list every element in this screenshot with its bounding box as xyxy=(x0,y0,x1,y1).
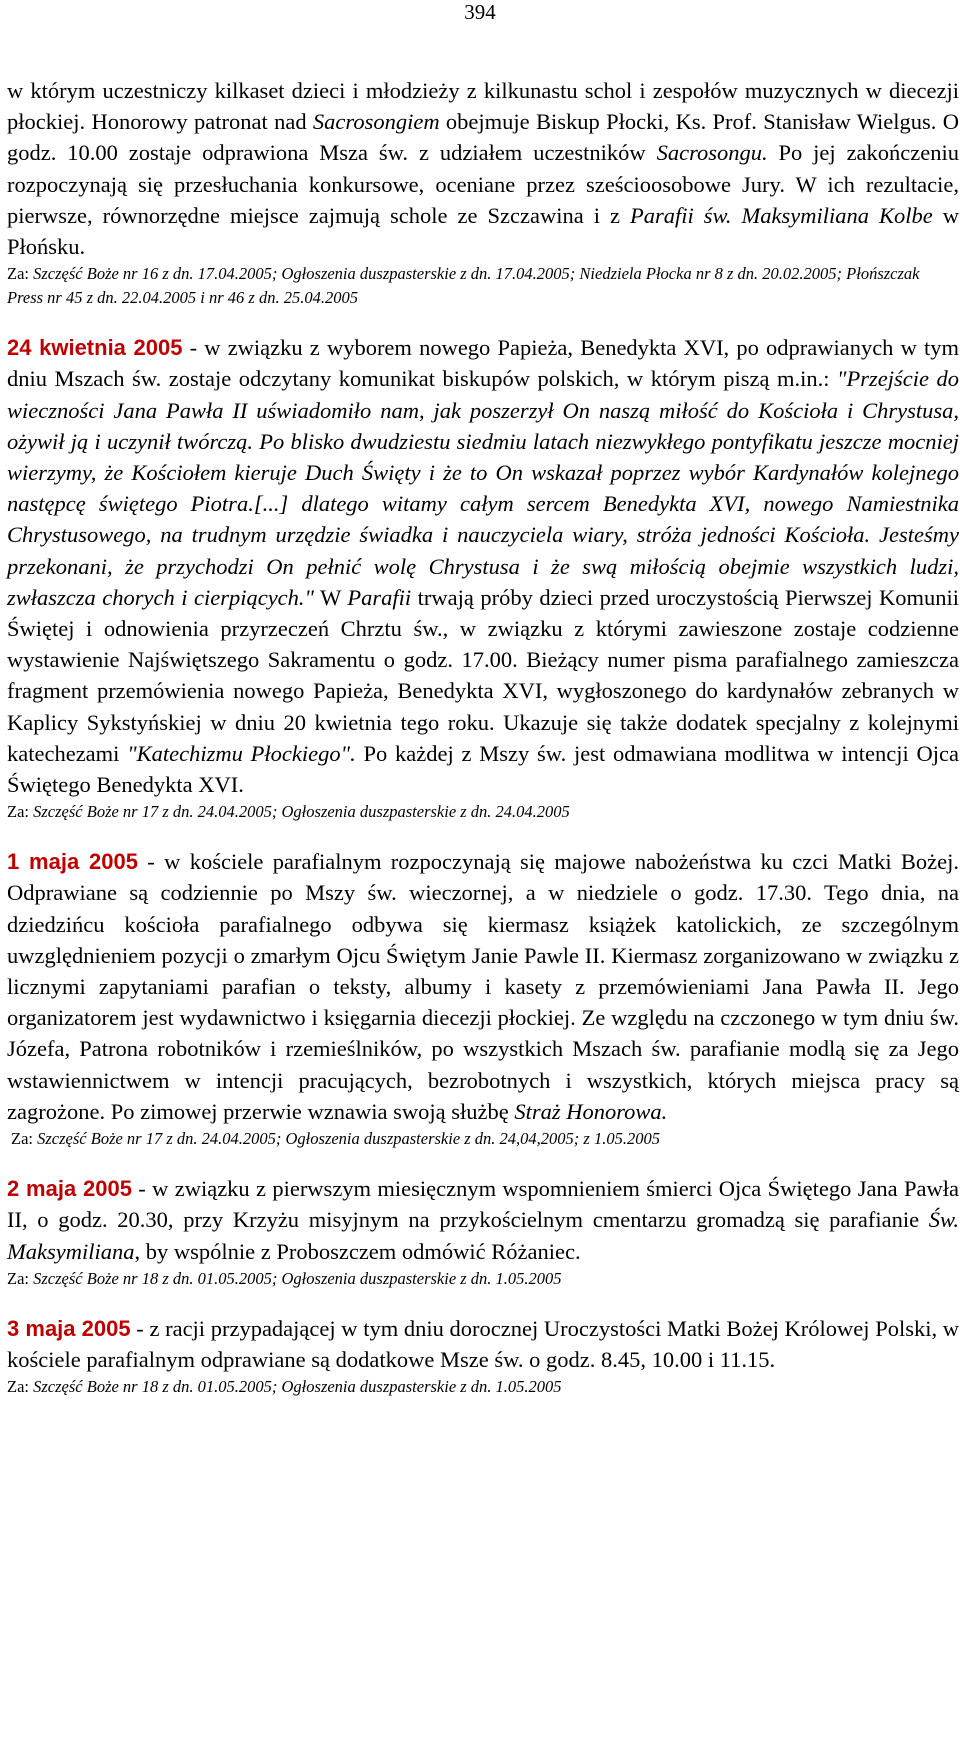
paragraph-text: w Płońsku. xyxy=(7,202,959,260)
entry-2-may xyxy=(7,1173,959,1267)
paragraph-italic: Sacrosongiem xyxy=(312,109,440,135)
source-citation xyxy=(7,800,959,824)
source-text: Szczęść Boże nr 18 z dn. 01.05.2005; Ogłoszenia duszpasterskie z dn. 1.05.2005 xyxy=(29,1268,562,1288)
source-citation xyxy=(7,1267,959,1291)
quote-italic: "Przejście do wieczności Jana Pawła II uświadomiło nam, jak poszerzył On naszą miłość do Kościoła i Chrystusa, ożywił ją i uczynił twórczą. Po blisko dwudziestu siedmiu latach niezwykłego pontyfikatu jeszcze mocniej wierzymy, że Kościołem kieruje Duch Święty i że to On wskazał poprzez wybór Kardynałów kolejnego następcę świętego Piotra.[...] dlatego witamy całym sercem Benedykta XVI, nowego Namiestnika Chrystusowego, na trudnym urzędzie świadka i nauczyciela wiary, stróża jedności Kościoła. Jesteśmy przekonani, że przychodzi On pełnić wolę Chrystusa i że swą miłością obejmie wszystkich ludzi, zwłaszcza chorych i cierpiących." xyxy=(7,366,959,610)
paragraph-text: W xyxy=(314,584,348,610)
paragraph-text: - w kościele parafialnym rozpoczynają się majowe nabożeństwa ku czci Matki Bożej. Odprawiane są codziennie po Mszy św. wieczornej, a w niedziele o godz. 17.30. Tego dnia, na dziedzińcu kościoła parafialnego odbywa się kiermasz książek katolickich, ze szczególnym uwzględnieniem pozycji o zmarłym Ojcu Świętym Janie Pawle II. Kiermasz zorganizowano w związku z licznymi zapytaniami parafian o teksty, albumy i kasety z przemówieniami Jana Pawła II. Jego organizatorem jest wydawnictwo i księgarnia diecezji płockiej. Ze względu na czczonego w tym dniu św. Józefa, Patrona robotników i rzemieślników, po wszystkich Mszach św. parafianie modlą się za Jego wstawiennictwem w intencji pracujących, bezrobotnych i wszystkich, których miejsca pracy są zagrożone. Po zimowej przerwie wznawia swoją służbę xyxy=(7,849,960,1124)
source-text: Szczęść Boże nr 17 z dn. 24.04.2005; Ogłoszenia duszpasterskie z dn. 24.04.2005 xyxy=(29,802,570,822)
source-prefix: Za: xyxy=(7,802,29,822)
paragraph-text: - w związku z wyborem nowego Papieża, Benedykta XVI, po odprawianych w tym dniu Mszach św. zostaje odczytany komunikat biskupów polskich, w którym piszą m.in.: xyxy=(7,335,959,392)
entry-date: 2 maja 2005 xyxy=(7,1176,132,1202)
paragraph-text: Po każdej z Mszy św. jest odmawiana modlitwa w intencji Ojca Świętego Benedykta XVI. xyxy=(7,740,959,798)
source-citation xyxy=(7,262,959,310)
paragraph-text: trwają próby dzieci przed uroczystością Pierwszej Komunii Świętej i odnowienia przyrzeczeń Chrztu św., w związku z którymi zawieszone zostaje codzienne wystawienie Najświętszego Sakramentu o godz. 17.00. Bieżący numer pisma parafialnego zamieszcza fragment przemówienia nowego Papieża, Benedykta XVI, wygłoszonego do kardynałów zebranych w Kaplicy Sykstyńskiej w dniu 20 kwietnia tego roku. Ukazuje się także dodatek specjalny z kolejnymi katechezami xyxy=(7,584,959,766)
source-prefix: Za: xyxy=(11,1129,33,1149)
page-number: 394 xyxy=(464,0,496,24)
source-citation xyxy=(7,1375,959,1399)
entry-24-april xyxy=(7,332,959,800)
paragraph-italic: Parafii św. Maksymiliana Kolbe xyxy=(629,202,933,228)
paragraph-sacrosong xyxy=(7,75,959,262)
entry-1-may xyxy=(7,846,959,1127)
paragraph-text: w którym uczestniczy kilkaset dzieci i młodzieży z kilkunastu schol i zespołów muzycznych w diecezji płockiej. Honorowy patronat nad xyxy=(7,78,959,135)
source-prefix: Za: xyxy=(7,1377,29,1397)
paragraph-text: Po jej zakończeniu rozpoczynają się przesłuchania konkursowe, oceniane przez sześcioosobowe Jury. W ich rezultacie, pierwsze, równorzędne miejsce zajmują schole ze Szczawina i z xyxy=(7,140,960,228)
source-prefix: Za: xyxy=(7,1268,29,1288)
paragraph-italic: "Katechizmu Płockiego". xyxy=(127,740,356,766)
source-text: Szczęść Boże nr 18 z dn. 01.05.2005; Ogłoszenia duszpasterskie z dn. 1.05.2005 xyxy=(29,1377,562,1397)
entry-3-may xyxy=(7,1313,959,1375)
paragraph-text: , by wspólnie z Proboszczem odmówić Różaniec. xyxy=(134,1238,581,1264)
source-text: Szczęść Boże nr 16 z dn. 17.04.2005; Ogłoszenia duszpasterskie z dn. 17.04.2005; Niedziela Płocka nr 8 z dn. 20.02.2005; Płońszczak Press nr 45 z dn. 22.04.2005 i nr 46 z dn. 25.04.2005 xyxy=(7,264,920,308)
paragraph-text: - z racji przypadającej w tym dniu dorocznej Uroczystości Matki Bożej Królowej Polski, w kościele parafialnym odprawiane są dodatkowe Msze św. o godz. 8.45, 10.00 i 11.15. xyxy=(7,1315,960,1372)
paragraph-italic: Sacrosongu. xyxy=(656,140,768,166)
entry-date: 24 kwietnia 2005 xyxy=(7,335,183,361)
source-text: Szczęść Boże nr 17 z dn. 24.04.2005; Ogłoszenia duszpasterskie z dn. 24,04,2005; z 1.05.2005 xyxy=(33,1129,660,1149)
paragraph-text: obejmuje Biskup Płocki, Ks. Prof. Stanisław Wielgus. O godz. 10.00 zostaje odprawiona Msza św. z udziałem uczestników xyxy=(7,109,959,166)
paragraph-italic: Straż Honorowa. xyxy=(514,1098,668,1124)
entry-date: 1 maja 2005 xyxy=(7,849,138,875)
entry-date: 3 maja 2005 xyxy=(7,1315,131,1341)
paragraph-italic: Parafii xyxy=(347,584,412,610)
source-citation xyxy=(7,1127,959,1151)
paragraph-text: - w związku z pierwszym miesięcznym wspomnieniem śmierci Ojca Świętego Jana Pawła II, o godz. 20.30, przy Krzyżu misyjnym na przykościelnym cmentarzu gromadzą się parafianie xyxy=(7,1176,959,1233)
paragraph-italic: Św. Maksymiliana xyxy=(7,1207,959,1264)
document-body xyxy=(7,75,959,1399)
source-prefix: Za: xyxy=(7,264,29,284)
